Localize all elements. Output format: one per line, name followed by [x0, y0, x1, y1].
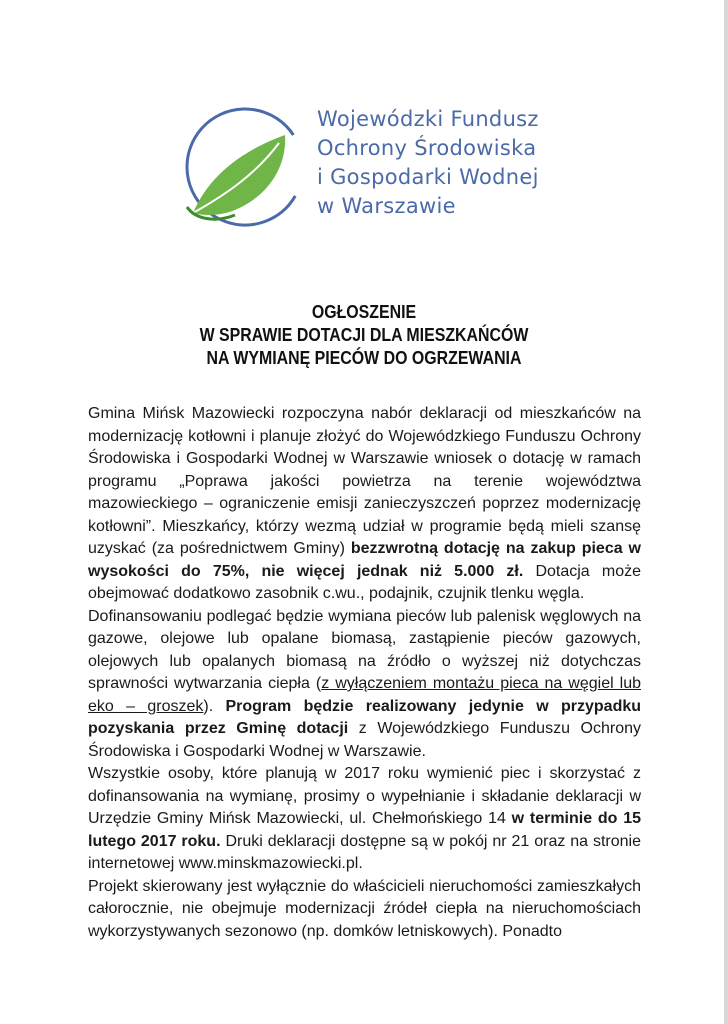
- paragraph-3-bold: w terminie do 15 lutego 2017 roku.: [88, 810, 641, 850]
- org-name: [317, 105, 539, 221]
- paragraph-4: [88, 876, 641, 944]
- page-edge: [724, 0, 728, 1024]
- title-line-3: NA WYMIANĘ PIECÓW DO OGRZEWANIA: [206, 347, 522, 368]
- title-line-1: OGŁOSZENIE: [311, 301, 417, 322]
- paragraph-2-text-end: z Wojewódzkiego Funduszu Ochrony Środowiska i Gospodarki Wodnej w Warszawie.: [88, 720, 641, 760]
- paragraph-4-text: Projekt skierowany jest wyłącznie do właścicieli nieruchomości zamieszkałych całorocznie, nie obejmuje modernizacji źródeł ciepła na nieruchomościach wykorzystywanych sezonowo (np. domków letniskowych). Ponadto: [88, 877, 641, 940]
- paragraph-2-underlined: z wyłączeniem montażu pieca na węgiel lub eko – groszek: [88, 675, 642, 715]
- logo: [175, 95, 595, 245]
- paragraph-3: [88, 763, 641, 876]
- org-name-line-3: i Gospodarki Wodnej: [317, 165, 539, 189]
- paragraph-3-text: Wszystkie osoby, które planują w 2017 roku wymienić piec i skorzystać z dofinansowania na wymianę, prosimy o wypełnianie i składanie deklaracji w Urzędzie Gminy Mińsk Mazowiecki, ul. Chełmońskiego 14: [88, 765, 641, 827]
- paragraph-1-text-end: Dotacja może obejmować dodatkowo zasobnik c.wu., podajnik, czujnik tlenku węgla.: [88, 562, 641, 602]
- paragraph-1: [88, 403, 641, 606]
- paragraph-1-text: Gmina Mińsk Mazowiecki rozpoczyna nabór deklaracji od mieszkańców na modernizację kotłowni i planuje złożyć do Wojewódzkiego Funduszu Ochrony Środowiska i Gospodarki Wodnej w Warszawie wniosek o dotację w ramach programu „Poprawa jakości powietrza na terenie województwa mazowieckiego – ograniczenie emisji zanieczyszczeń poprzez modernizację kotłowni”. Mieszkańcy, którzy wezmą udział w programie będą mieli szansę uzyskać (za pośrednictwem Gminy): [88, 405, 641, 557]
- paragraph-2: [88, 606, 641, 764]
- paragraph-1-bold: bezzwrotną dotację na zakup pieca w wysokości do 75%, nie więcej jednak niż 5.000 zł.: [88, 540, 641, 580]
- announcement-body: [88, 403, 641, 943]
- org-name-line-1: Wojewódzki Fundusz: [317, 107, 539, 131]
- org-name-line-4: w Warszawie: [317, 194, 456, 218]
- leaf-emblem-icon: [175, 95, 305, 245]
- paragraph-3-text-end: Druki deklaracji dostępne są w pokój nr 21 oraz na stronie internetowej www.minskmazowiecki.pl.: [88, 832, 642, 872]
- paragraph-2-text: Dofinansowaniu podlegać będzie wymiana pieców lub palenisk węglowych na gazowe, olejowe lub opalane biomasą, zastąpienie pieców gazowych, olejowych lub opalanych biomasą na źródło o wyższej niż dotychczas sprawności wytwarzania ciepła (: [88, 607, 641, 692]
- paragraph-2-text-mid: ).: [203, 697, 226, 715]
- paragraph-2-bold: Program będzie realizowany jedynie w przypadku pozyskania przez Gminę dotacji: [88, 697, 642, 737]
- org-name-line-2: Ochrony Środowiska: [317, 136, 537, 160]
- title-line-2: W SPRAWIE DOTACJI DLA MIESZKAŃCÓW: [199, 324, 529, 345]
- announcement-title: [51, 300, 677, 369]
